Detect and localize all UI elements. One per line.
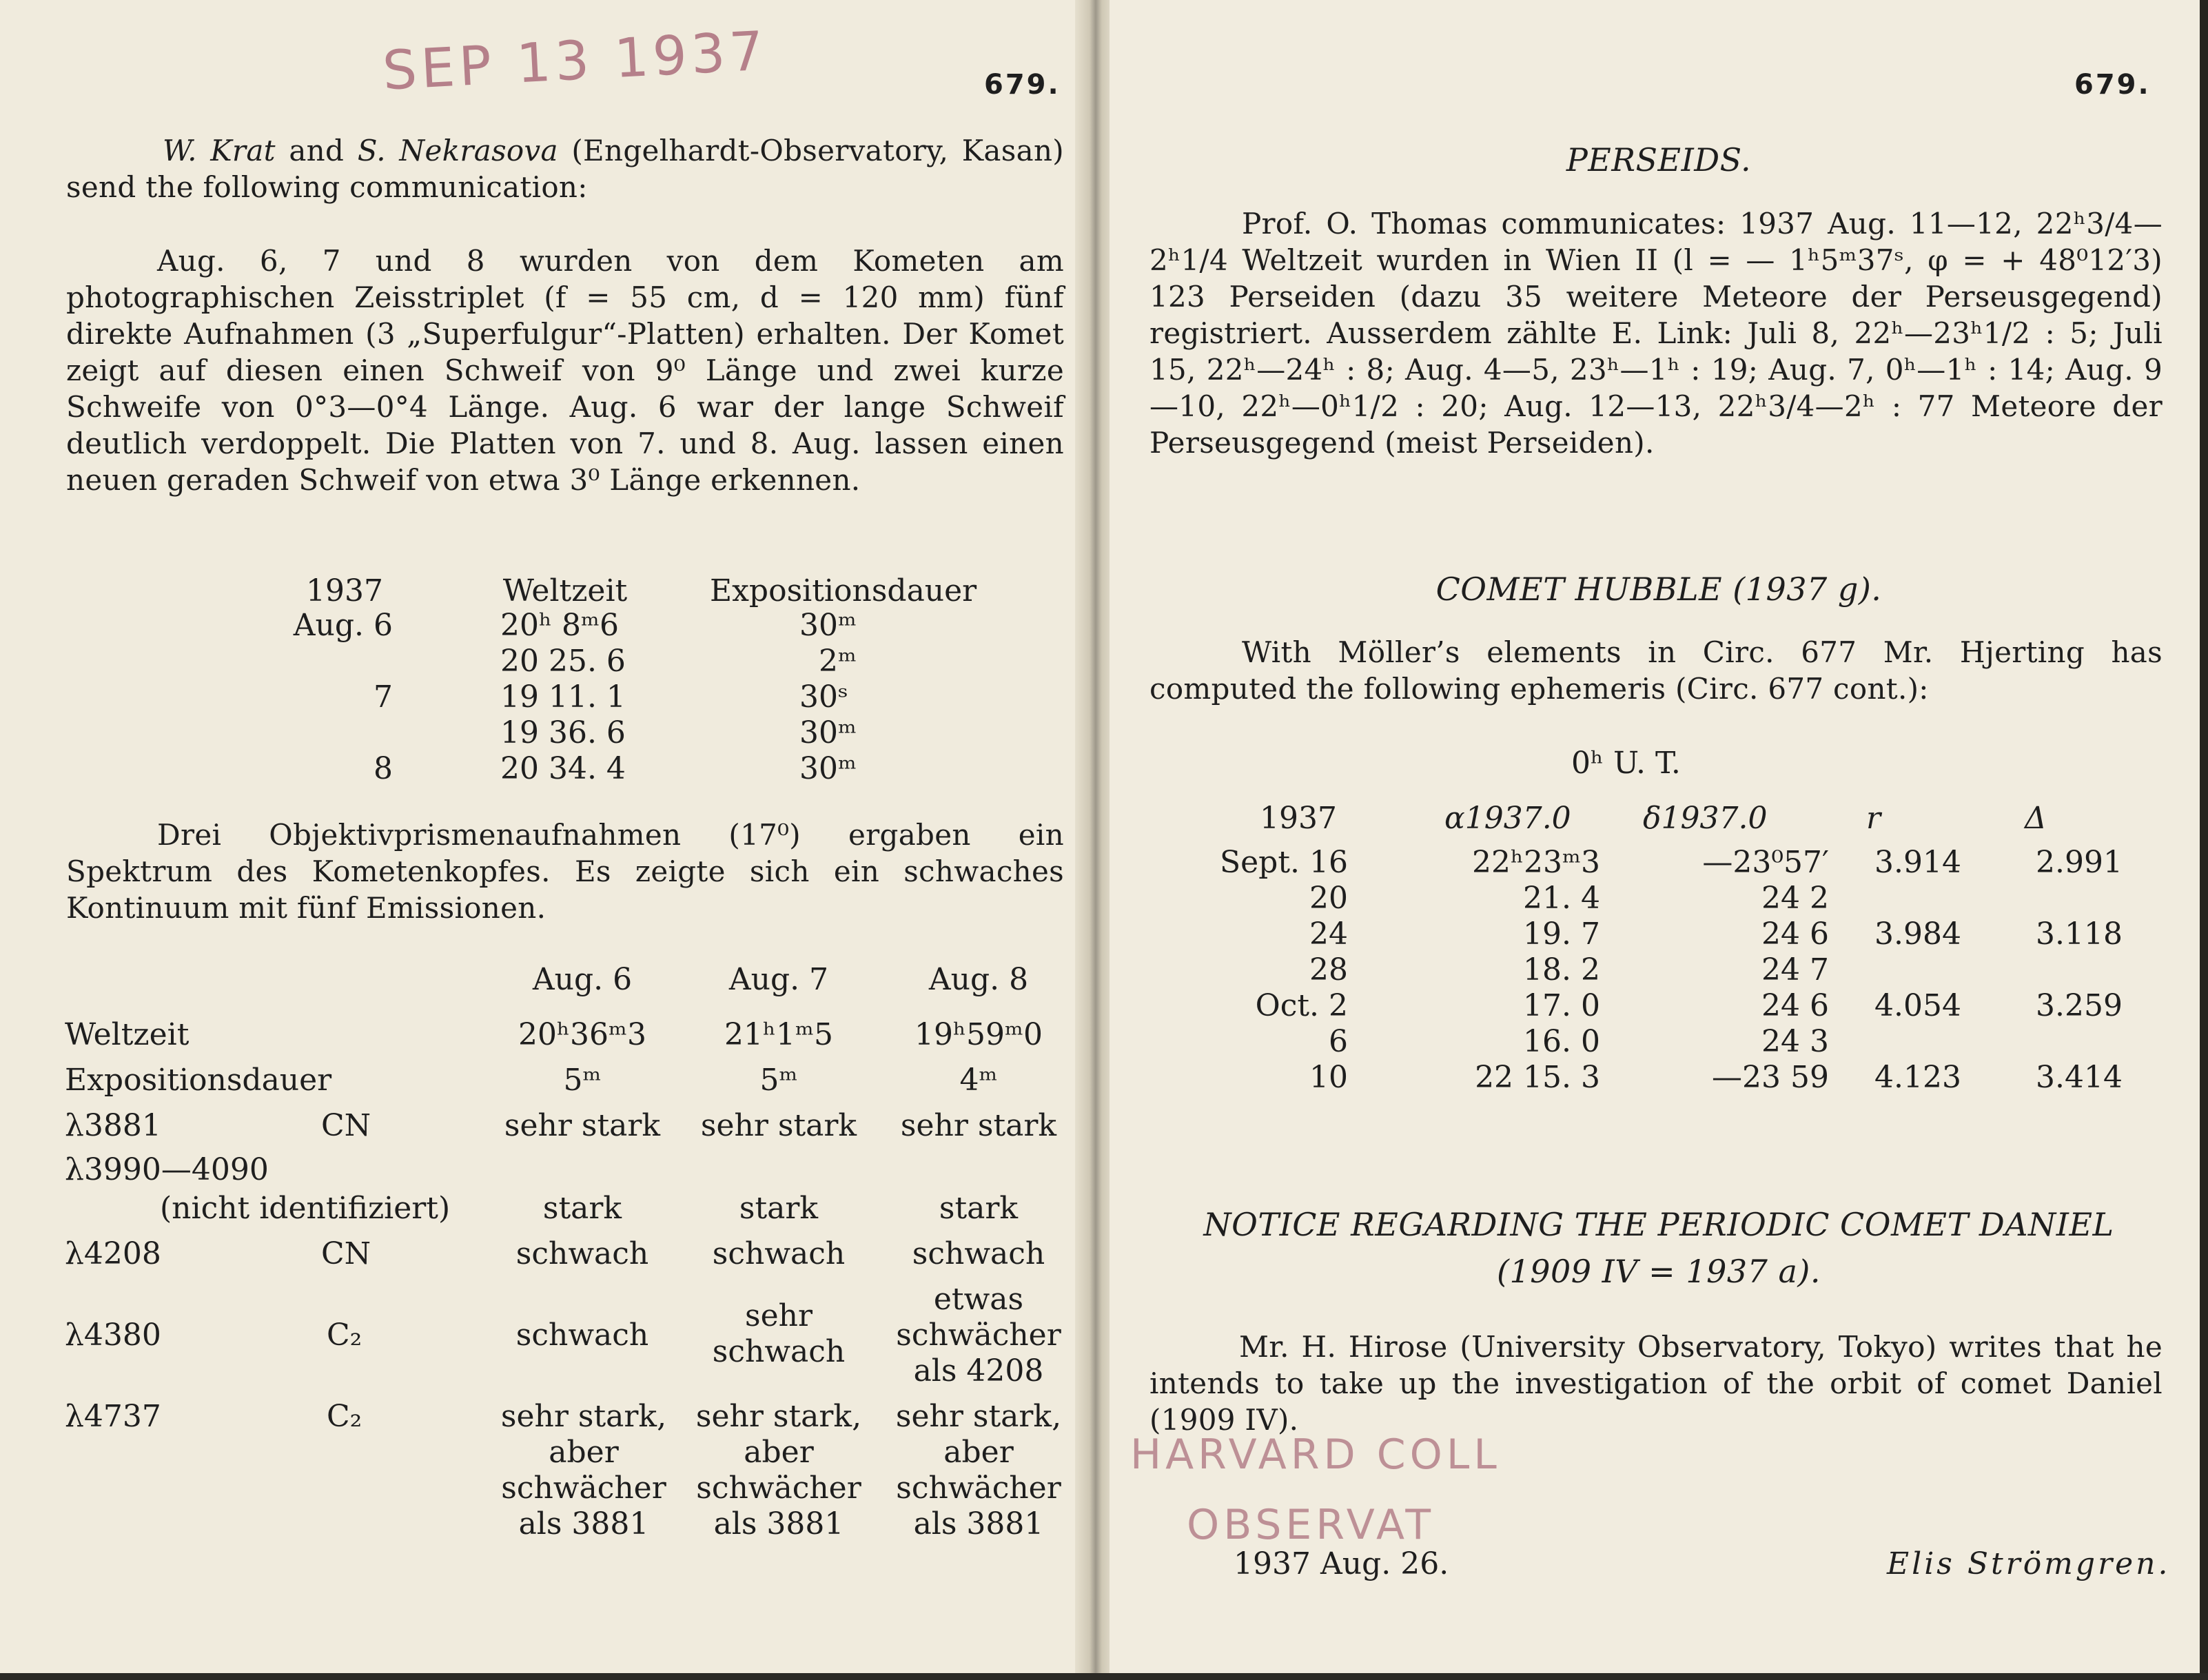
column-header: 1937: [1260, 801, 1337, 836]
column-header: α1937.0: [1444, 801, 1571, 836]
comet-title: COMET HUBBLE (1937 g).: [1435, 571, 1882, 608]
row-label: Weltzeit: [65, 1017, 190, 1052]
table-cell: 20ʰ 8ᵐ6: [500, 608, 619, 643]
scan-edge: [0, 1673, 2208, 1680]
table-cell: 30ᵐ: [799, 715, 857, 750]
table-cell: sehr schwach: [712, 1298, 846, 1369]
table-cell: 20 34. 4: [500, 751, 626, 786]
intro-text: and: [275, 134, 358, 167]
table-cell: schwach: [515, 1318, 649, 1353]
ephemeris-cell: 22 15. 3: [1475, 1060, 1600, 1095]
closing-date: 1937 Aug. 26.: [1234, 1546, 1449, 1581]
row-label: λ3990—4090: [65, 1152, 269, 1187]
table-cell: 19 36. 6: [500, 715, 626, 750]
species-label: C₂: [327, 1399, 362, 1434]
column-header: Aug. 6: [532, 962, 633, 997]
comet-paragraph: With Möller’s elements in Circ. 677 Mr. Hjerting has computed the following ephemeris (Circ. 677 cont.):: [1149, 635, 2163, 706]
row-label: λ3881: [65, 1108, 161, 1143]
table-cell: sehr stark: [504, 1108, 661, 1143]
table-cell: sehr stark, aber schwächer als 3881: [895, 1399, 1062, 1541]
ephemeris-cell: 3.984: [1874, 916, 1961, 952]
table-cell: 8: [374, 751, 393, 786]
left-page: [0, 0, 1083, 1680]
row-label: λ4737: [65, 1399, 161, 1434]
ephemeris-cell: 17. 0: [1523, 988, 1600, 1023]
notice-subtitle: (1909 IV = 1937 a).: [1497, 1253, 1821, 1290]
table-cell: Aug. 6: [293, 608, 393, 643]
ephemeris-cell: 3.118: [2036, 916, 2123, 952]
table-cell: sehr stark, aber schwächer als 3881: [500, 1399, 667, 1541]
ephemeris-cell: 24 6: [1761, 988, 1829, 1023]
signature: Elis Strömgren.: [1887, 1546, 2171, 1581]
table-cell: 30ᵐ: [799, 751, 857, 786]
table-cell: 20 25. 6: [500, 644, 626, 679]
table-cell: 21ʰ1ᵐ5: [724, 1017, 833, 1052]
ephemeris-cell: 22ʰ23ᵐ3: [1472, 845, 1600, 880]
ephemeris-cell: 20: [1309, 881, 1348, 916]
ephemeris-cell: 19. 7: [1523, 916, 1600, 952]
ephemeris-cell: Oct. 2: [1255, 988, 1348, 1023]
intro-text-rest: (Engelhardt-Observatory, Kasan) send the following communication:: [66, 134, 1064, 204]
scan-edge: [2200, 0, 2208, 1680]
table-cell: 19ʰ59ᵐ0: [914, 1017, 1043, 1052]
column-header: Δ: [2025, 801, 2047, 836]
table-cell: sehr stark, aber schwächer als 3881: [695, 1399, 862, 1541]
table-cell: 20ʰ36ᵐ3: [518, 1017, 646, 1052]
column-header: δ1937.0: [1643, 801, 1768, 836]
table-cell: 19 11. 1: [500, 679, 626, 715]
author-nekrasova: S. Nekrasova: [357, 134, 558, 167]
spectrum-paragraph: Drei Objektivprismenaufnahmen (17⁰) ergaben ein Spektrum des Kometenkopfes. Es zeigte sich ein schwaches Kontinuum mit fünf Emissionen.: [66, 818, 1064, 925]
ephemeris-cell: 24 7: [1761, 952, 1829, 987]
species-label: CN: [321, 1108, 371, 1143]
ephemeris-cell: 4.054: [1874, 988, 1961, 1023]
table-cell: sehr stark: [700, 1108, 857, 1143]
row-label: Expositionsdauer: [65, 1063, 332, 1098]
notice-paragraph: Mr. H. Hirose (University Observatory, Tokyo) writes that he intends to take up the investigation of the orbit of comet Daniel (1909 IV).: [1149, 1330, 2163, 1437]
ephemeris-cell: 24 3: [1761, 1024, 1829, 1059]
species-label: C₂: [327, 1318, 362, 1353]
table-cell: 2ᵐ: [819, 644, 857, 679]
ephemeris-cell: 10: [1309, 1060, 1348, 1095]
column-header: Aug. 7: [728, 962, 829, 997]
table-cell: etwas schwächer als 4208: [896, 1282, 1061, 1389]
ephemeris-cell: 28: [1309, 952, 1348, 987]
table-cell: 5ᵐ: [759, 1063, 798, 1098]
ephemeris-cell: 18. 2: [1523, 952, 1600, 987]
notice-title: NOTICE REGARDING THE PERIODIC COMET DANIEL: [1203, 1206, 2114, 1243]
intro-paragraph: [66, 132, 1064, 205]
table-cell: stark: [939, 1191, 1019, 1226]
table-cell: 30ˢ: [799, 679, 848, 715]
ephemeris-cell: 4.123: [1874, 1060, 1961, 1095]
page-number: 679.: [2074, 69, 2151, 101]
row-label: λ4208: [65, 1236, 161, 1271]
library-stamp-observatory: OBSERVAT: [1187, 1501, 1435, 1549]
perseids-title: PERSEIDS.: [1566, 141, 1752, 178]
library-stamp-harvard: HARVARD COLL: [1130, 1431, 1501, 1479]
table-cell: 7: [374, 679, 393, 715]
date-stamp: SEP 13 1937: [381, 20, 770, 103]
table-cell: schwach: [515, 1236, 649, 1271]
ephemeris-cell: 21. 4: [1523, 881, 1600, 916]
table-cell: stark: [739, 1191, 819, 1226]
column-header: Aug. 8: [928, 962, 1029, 997]
ephemeris-cell: 6: [1329, 1024, 1348, 1059]
ephemeris-cell: 24: [1309, 916, 1348, 952]
table-cell: schwach: [712, 1236, 846, 1271]
row-label: λ4380: [65, 1318, 161, 1353]
table-cell: sehr stark: [900, 1108, 1057, 1143]
ephemeris-cell: —23⁰57′: [1702, 845, 1829, 880]
column-header: r: [1866, 801, 1881, 836]
ephemeris-cell: 3.414: [2036, 1060, 2123, 1095]
ephemeris-cell: 3.914: [1874, 845, 1961, 880]
page-number: 679.: [984, 69, 1061, 101]
table-header: 1937: [306, 573, 383, 608]
table-header: Weltzeit: [502, 573, 628, 608]
author-krat: W. Krat: [163, 134, 276, 167]
perseids-paragraph: Prof. O. Thomas communicates: 1937 Aug. 11—12, 22ʰ3/4—2ʰ1/4 Weltzeit wurden in Wien II (l = — 1ʰ5ᵐ37ˢ, φ = + 48⁰12′3) 123 Perseiden (dazu 35 weitere Meteore der Perseusgegend) registriert. Ausserdem zählte E. Link: Juli 8, 22ʰ—23ʰ1/2 : 5; Juli 15, 22ʰ—24ʰ : 8; Aug. 4—5, 23ʰ—1ʰ : 19; Aug. 7, 0ʰ—1ʰ : 14; Aug. 9—10, 22ʰ—0ʰ1/2 : 20; Aug. 12—13, 22ʰ3/4—2ʰ : 77 Meteore der Perseusgegend (meist Perseiden).: [1149, 207, 2163, 460]
table-cell: 5ᵐ: [563, 1063, 602, 1098]
ephemeris-cell: 2.991: [2036, 845, 2123, 880]
observation-paragraph: Aug. 6, 7 und 8 wurden von dem Kometen am photographischen Zeisstriplet (f = 55 cm, d = 120 mm) fünf direkte Aufnahmen (3 „Superfulgur“-Platten) erhalten. Der Komet zeigt auf diesen einen Schweif von 9⁰ Länge und zwei kurze Schweife von 0°3—0°4 Länge. Aug. 6 war der lange Schweif deutlich verdoppelt. Die Platten von 7. und 8. Aug. lassen einen neuen geraden Schweif von etwa 3⁰ Länge erkennen.: [66, 244, 1064, 497]
species-label: CN: [321, 1236, 371, 1271]
right-page: [1110, 0, 2208, 1680]
ephemeris-cell: 16. 0: [1523, 1024, 1600, 1059]
ephemeris-cell: 24 6: [1761, 916, 1829, 952]
table-header: Expositionsdauer: [710, 573, 977, 608]
table-cell: stark: [542, 1191, 622, 1226]
ephemeris-cell: 3.259: [2036, 988, 2123, 1023]
table-cell: schwach: [912, 1236, 1045, 1271]
row-sublabel: (nicht identifiziert): [160, 1191, 451, 1226]
table-cell: 4ᵐ: [959, 1063, 998, 1098]
ephemeris-cell: —23 59: [1712, 1060, 1829, 1095]
ephemeris-header: 0ʰ U. T.: [1571, 746, 1681, 781]
table-cell: 30ᵐ: [799, 608, 857, 643]
ephemeris-cell: 24 2: [1761, 881, 1829, 916]
ephemeris-cell: Sept. 16: [1220, 845, 1348, 880]
